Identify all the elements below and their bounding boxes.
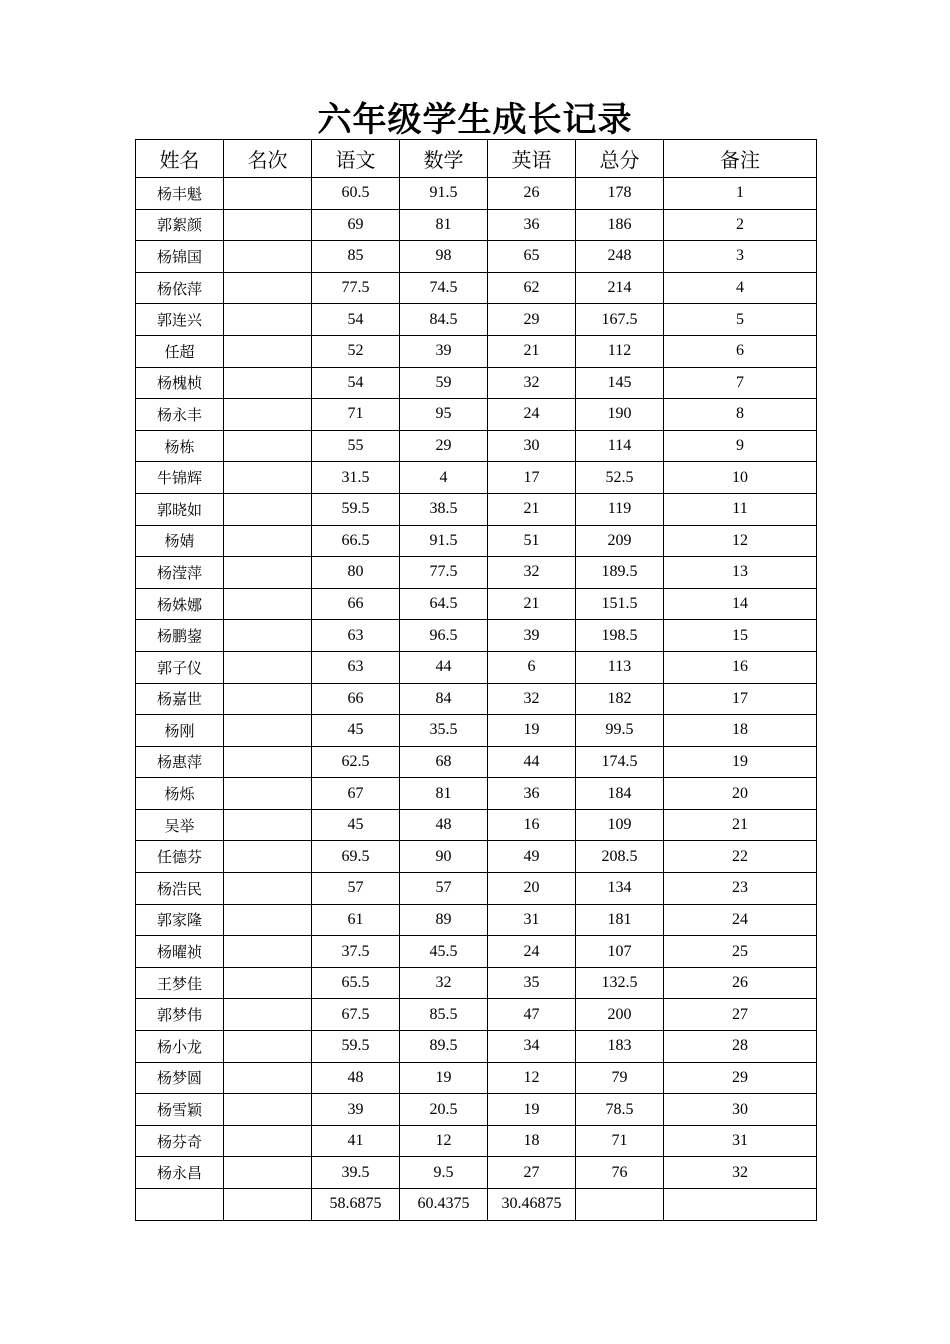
cell-rank: [224, 367, 312, 399]
cell-rank: [224, 873, 312, 905]
table-row: [136, 272, 817, 304]
table-row: [136, 462, 817, 494]
cell-math: 45.5: [400, 936, 488, 968]
cell-chinese: 67.5: [312, 999, 400, 1031]
cell-chinese: 39.5: [312, 1157, 400, 1189]
cell-name: 杨刚: [136, 715, 224, 747]
cell-total: 71: [576, 1125, 664, 1157]
average-cell-chinese: 58.6875: [312, 1189, 400, 1221]
cell-rank: [224, 809, 312, 841]
cell-name: 杨鹏鋆: [136, 620, 224, 652]
cell-name: 杨惠萍: [136, 746, 224, 778]
cell-remarks: 22: [664, 841, 817, 873]
cell-total: 189.5: [576, 557, 664, 589]
cell-total: 190: [576, 399, 664, 431]
cell-math: 4: [400, 462, 488, 494]
cell-math: 91.5: [400, 525, 488, 557]
cell-chinese: 66: [312, 683, 400, 715]
cell-name: 吴举: [136, 809, 224, 841]
cell-chinese: 54: [312, 367, 400, 399]
score-table: [135, 139, 817, 1221]
table-row: [136, 178, 817, 210]
table-row: [136, 1094, 817, 1126]
cell-total: 114: [576, 430, 664, 462]
cell-total: 209: [576, 525, 664, 557]
cell-name: 杨滢萍: [136, 557, 224, 589]
cell-english: 39: [488, 620, 576, 652]
cell-math: 84: [400, 683, 488, 715]
cell-rank: [224, 241, 312, 273]
cell-english: 51: [488, 525, 576, 557]
cell-remarks: 19: [664, 746, 817, 778]
cell-math: 81: [400, 778, 488, 810]
cell-total: 186: [576, 209, 664, 241]
cell-chinese: 48: [312, 1062, 400, 1094]
cell-math: 81: [400, 209, 488, 241]
table-row: [136, 936, 817, 968]
cell-name: 杨雪颖: [136, 1094, 224, 1126]
column-header-english: 英语: [488, 140, 576, 178]
cell-english: 19: [488, 715, 576, 747]
cell-total: 107: [576, 936, 664, 968]
cell-math: 68: [400, 746, 488, 778]
cell-english: 24: [488, 399, 576, 431]
column-header-name: 姓名: [136, 140, 224, 178]
table-body: [136, 178, 817, 1221]
cell-rank: [224, 588, 312, 620]
cell-rank: [224, 778, 312, 810]
cell-total: 132.5: [576, 967, 664, 999]
column-header-total: 总分: [576, 140, 664, 178]
cell-rank: [224, 272, 312, 304]
cell-total: 200: [576, 999, 664, 1031]
cell-remarks: 10: [664, 462, 817, 494]
cell-chinese: 69: [312, 209, 400, 241]
cell-math: 59: [400, 367, 488, 399]
page-title: 六年级学生成长记录: [317, 100, 633, 140]
cell-math: 35.5: [400, 715, 488, 747]
table-row: [136, 1125, 817, 1157]
cell-english: 24: [488, 936, 576, 968]
cell-remarks: 27: [664, 999, 817, 1031]
cell-rank: [224, 651, 312, 683]
cell-english: 36: [488, 209, 576, 241]
cell-rank: [224, 399, 312, 431]
cell-remarks: 18: [664, 715, 817, 747]
cell-english: 30: [488, 430, 576, 462]
cell-chinese: 60.5: [312, 178, 400, 210]
cell-remarks: 25: [664, 936, 817, 968]
cell-rank: [224, 557, 312, 589]
cell-rank: [224, 999, 312, 1031]
cell-chinese: 59.5: [312, 1031, 400, 1063]
column-header-chinese: 语文: [312, 140, 400, 178]
cell-remarks: 7: [664, 367, 817, 399]
cell-total: 76: [576, 1157, 664, 1189]
cell-math: 32: [400, 967, 488, 999]
cell-chinese: 57: [312, 873, 400, 905]
table-row: [136, 1031, 817, 1063]
cell-english: 32: [488, 557, 576, 589]
cell-rank: [224, 683, 312, 715]
cell-remarks: 9: [664, 430, 817, 462]
cell-english: 34: [488, 1031, 576, 1063]
cell-total: 145: [576, 367, 664, 399]
cell-english: 31: [488, 904, 576, 936]
cell-name: 任超: [136, 335, 224, 367]
cell-name: 牛锦辉: [136, 462, 224, 494]
cell-remarks: 15: [664, 620, 817, 652]
cell-english: 32: [488, 367, 576, 399]
cell-name: 杨芬奇: [136, 1125, 224, 1157]
cell-chinese: 77.5: [312, 272, 400, 304]
cell-total: 184: [576, 778, 664, 810]
cell-chinese: 37.5: [312, 936, 400, 968]
cell-english: 62: [488, 272, 576, 304]
cell-rank: [224, 462, 312, 494]
table-row: [136, 746, 817, 778]
cell-english: 44: [488, 746, 576, 778]
cell-rank: [224, 493, 312, 525]
cell-english: 16: [488, 809, 576, 841]
cell-chinese: 63: [312, 651, 400, 683]
cell-remarks: 11: [664, 493, 817, 525]
cell-chinese: 66.5: [312, 525, 400, 557]
table-row: [136, 620, 817, 652]
cell-total: 52.5: [576, 462, 664, 494]
cell-name: 杨锦国: [136, 241, 224, 273]
cell-rank: [224, 1157, 312, 1189]
cell-math: 64.5: [400, 588, 488, 620]
cell-chinese: 62.5: [312, 746, 400, 778]
table-row: [136, 715, 817, 747]
cell-total: 151.5: [576, 588, 664, 620]
cell-english: 21: [488, 493, 576, 525]
cell-name: 杨浩民: [136, 873, 224, 905]
cell-total: 78.5: [576, 1094, 664, 1126]
cell-remarks: 26: [664, 967, 817, 999]
cell-total: 214: [576, 272, 664, 304]
average-cell-name: [136, 1189, 224, 1221]
table-row: [136, 525, 817, 557]
table-row: [136, 430, 817, 462]
table-row: [136, 778, 817, 810]
header-row: [136, 140, 817, 178]
cell-remarks: 23: [664, 873, 817, 905]
average-cell-total: [576, 1189, 664, 1221]
cell-math: 12: [400, 1125, 488, 1157]
cell-chinese: 61: [312, 904, 400, 936]
table-row: [136, 399, 817, 431]
cell-chinese: 67: [312, 778, 400, 810]
cell-name: 郭梦伟: [136, 999, 224, 1031]
cell-total: 134: [576, 873, 664, 905]
cell-math: 44: [400, 651, 488, 683]
cell-total: 182: [576, 683, 664, 715]
cell-math: 98: [400, 241, 488, 273]
cell-rank: [224, 1031, 312, 1063]
cell-math: 89.5: [400, 1031, 488, 1063]
cell-name: 杨嘉世: [136, 683, 224, 715]
cell-name: 杨丰魁: [136, 178, 224, 210]
cell-total: 112: [576, 335, 664, 367]
cell-math: 57: [400, 873, 488, 905]
cell-chinese: 69.5: [312, 841, 400, 873]
cell-rank: [224, 178, 312, 210]
table-row: [136, 999, 817, 1031]
cell-rank: [224, 746, 312, 778]
cell-name: 杨姝娜: [136, 588, 224, 620]
average-cell-english: 30.46875: [488, 1189, 576, 1221]
average-row: [136, 1189, 817, 1221]
cell-remarks: 29: [664, 1062, 817, 1094]
table-row: [136, 367, 817, 399]
cell-math: 48: [400, 809, 488, 841]
cell-name: 杨永昌: [136, 1157, 224, 1189]
cell-remarks: 12: [664, 525, 817, 557]
cell-math: 84.5: [400, 304, 488, 336]
cell-total: 178: [576, 178, 664, 210]
cell-name: 杨烁: [136, 778, 224, 810]
cell-total: 208.5: [576, 841, 664, 873]
average-cell-rank: [224, 1189, 312, 1221]
cell-rank: [224, 304, 312, 336]
cell-rank: [224, 430, 312, 462]
cell-english: 21: [488, 588, 576, 620]
table-row: [136, 209, 817, 241]
cell-total: 79: [576, 1062, 664, 1094]
cell-math: 96.5: [400, 620, 488, 652]
cell-english: 12: [488, 1062, 576, 1094]
cell-chinese: 54: [312, 304, 400, 336]
cell-english: 19: [488, 1094, 576, 1126]
table-row: [136, 241, 817, 273]
cell-name: 郭子仪: [136, 651, 224, 683]
cell-english: 21: [488, 335, 576, 367]
cell-name: 杨依萍: [136, 272, 224, 304]
cell-math: 85.5: [400, 999, 488, 1031]
cell-chinese: 52: [312, 335, 400, 367]
table-row: [136, 809, 817, 841]
column-header-rank: 名次: [224, 140, 312, 178]
cell-rank: [224, 967, 312, 999]
cell-name: 杨小龙: [136, 1031, 224, 1063]
cell-remarks: 6: [664, 335, 817, 367]
cell-math: 77.5: [400, 557, 488, 589]
cell-chinese: 63: [312, 620, 400, 652]
column-header-remarks: 备注: [664, 140, 817, 178]
cell-remarks: 31: [664, 1125, 817, 1157]
cell-rank: [224, 936, 312, 968]
cell-chinese: 71: [312, 399, 400, 431]
cell-name: 杨栋: [136, 430, 224, 462]
cell-rank: [224, 1094, 312, 1126]
cell-math: 91.5: [400, 178, 488, 210]
cell-math: 29: [400, 430, 488, 462]
cell-total: 174.5: [576, 746, 664, 778]
cell-chinese: 41: [312, 1125, 400, 1157]
cell-math: 39: [400, 335, 488, 367]
cell-rank: [224, 904, 312, 936]
cell-english: 35: [488, 967, 576, 999]
cell-remarks: 4: [664, 272, 817, 304]
cell-name: 杨婧: [136, 525, 224, 557]
cell-total: 181: [576, 904, 664, 936]
cell-english: 36: [488, 778, 576, 810]
cell-remarks: 32: [664, 1157, 817, 1189]
cell-rank: [224, 525, 312, 557]
cell-english: 65: [488, 241, 576, 273]
table-row: [136, 873, 817, 905]
table-row: [136, 841, 817, 873]
cell-remarks: 3: [664, 241, 817, 273]
cell-math: 90: [400, 841, 488, 873]
cell-remarks: 5: [664, 304, 817, 336]
cell-remarks: 30: [664, 1094, 817, 1126]
table-row: [136, 304, 817, 336]
cell-chinese: 39: [312, 1094, 400, 1126]
cell-total: 248: [576, 241, 664, 273]
cell-english: 17: [488, 462, 576, 494]
table-row: [136, 967, 817, 999]
cell-total: 198.5: [576, 620, 664, 652]
cell-total: 119: [576, 493, 664, 525]
cell-name: 杨永丰: [136, 399, 224, 431]
cell-remarks: 21: [664, 809, 817, 841]
cell-math: 38.5: [400, 493, 488, 525]
cell-math: 19: [400, 1062, 488, 1094]
table-row: [136, 557, 817, 589]
table-row: [136, 493, 817, 525]
table-row: [136, 1157, 817, 1189]
cell-remarks: 1: [664, 178, 817, 210]
table-row: [136, 335, 817, 367]
cell-rank: [224, 620, 312, 652]
cell-name: 郭家隆: [136, 904, 224, 936]
cell-remarks: 13: [664, 557, 817, 589]
cell-math: 9.5: [400, 1157, 488, 1189]
cell-name: 杨梦圆: [136, 1062, 224, 1094]
average-cell-remarks: [664, 1189, 817, 1221]
cell-remarks: 14: [664, 588, 817, 620]
cell-total: 167.5: [576, 304, 664, 336]
cell-chinese: 66: [312, 588, 400, 620]
cell-english: 20: [488, 873, 576, 905]
table-row: [136, 588, 817, 620]
cell-name: 杨曜祯: [136, 936, 224, 968]
cell-chinese: 80: [312, 557, 400, 589]
cell-remarks: 17: [664, 683, 817, 715]
cell-name: 郭连兴: [136, 304, 224, 336]
cell-remarks: 2: [664, 209, 817, 241]
cell-english: 32: [488, 683, 576, 715]
table-row: [136, 904, 817, 936]
cell-remarks: 28: [664, 1031, 817, 1063]
cell-english: 18: [488, 1125, 576, 1157]
cell-math: 74.5: [400, 272, 488, 304]
cell-chinese: 59.5: [312, 493, 400, 525]
table-row: [136, 651, 817, 683]
average-cell-math: 60.4375: [400, 1189, 488, 1221]
cell-math: 20.5: [400, 1094, 488, 1126]
cell-remarks: 20: [664, 778, 817, 810]
cell-remarks: 8: [664, 399, 817, 431]
cell-rank: [224, 715, 312, 747]
cell-total: 183: [576, 1031, 664, 1063]
cell-name: 王梦佳: [136, 967, 224, 999]
cell-chinese: 45: [312, 715, 400, 747]
cell-chinese: 85: [312, 241, 400, 273]
cell-name: 杨槐桢: [136, 367, 224, 399]
cell-name: 郭絮颜: [136, 209, 224, 241]
cell-total: 109: [576, 809, 664, 841]
cell-english: 6: [488, 651, 576, 683]
column-header-math: 数学: [400, 140, 488, 178]
cell-english: 27: [488, 1157, 576, 1189]
cell-chinese: 45: [312, 809, 400, 841]
cell-total: 113: [576, 651, 664, 683]
cell-name: 任德芬: [136, 841, 224, 873]
cell-remarks: 24: [664, 904, 817, 936]
cell-rank: [224, 1062, 312, 1094]
cell-name: 郭晓如: [136, 493, 224, 525]
cell-rank: [224, 209, 312, 241]
cell-math: 89: [400, 904, 488, 936]
cell-rank: [224, 1125, 312, 1157]
cell-rank: [224, 335, 312, 367]
cell-chinese: 31.5: [312, 462, 400, 494]
table-row: [136, 683, 817, 715]
cell-english: 29: [488, 304, 576, 336]
cell-english: 49: [488, 841, 576, 873]
table-row: [136, 1062, 817, 1094]
cell-english: 47: [488, 999, 576, 1031]
cell-remarks: 16: [664, 651, 817, 683]
cell-chinese: 55: [312, 430, 400, 462]
cell-chinese: 65.5: [312, 967, 400, 999]
cell-math: 95: [400, 399, 488, 431]
cell-rank: [224, 841, 312, 873]
cell-total: 99.5: [576, 715, 664, 747]
cell-english: 26: [488, 178, 576, 210]
